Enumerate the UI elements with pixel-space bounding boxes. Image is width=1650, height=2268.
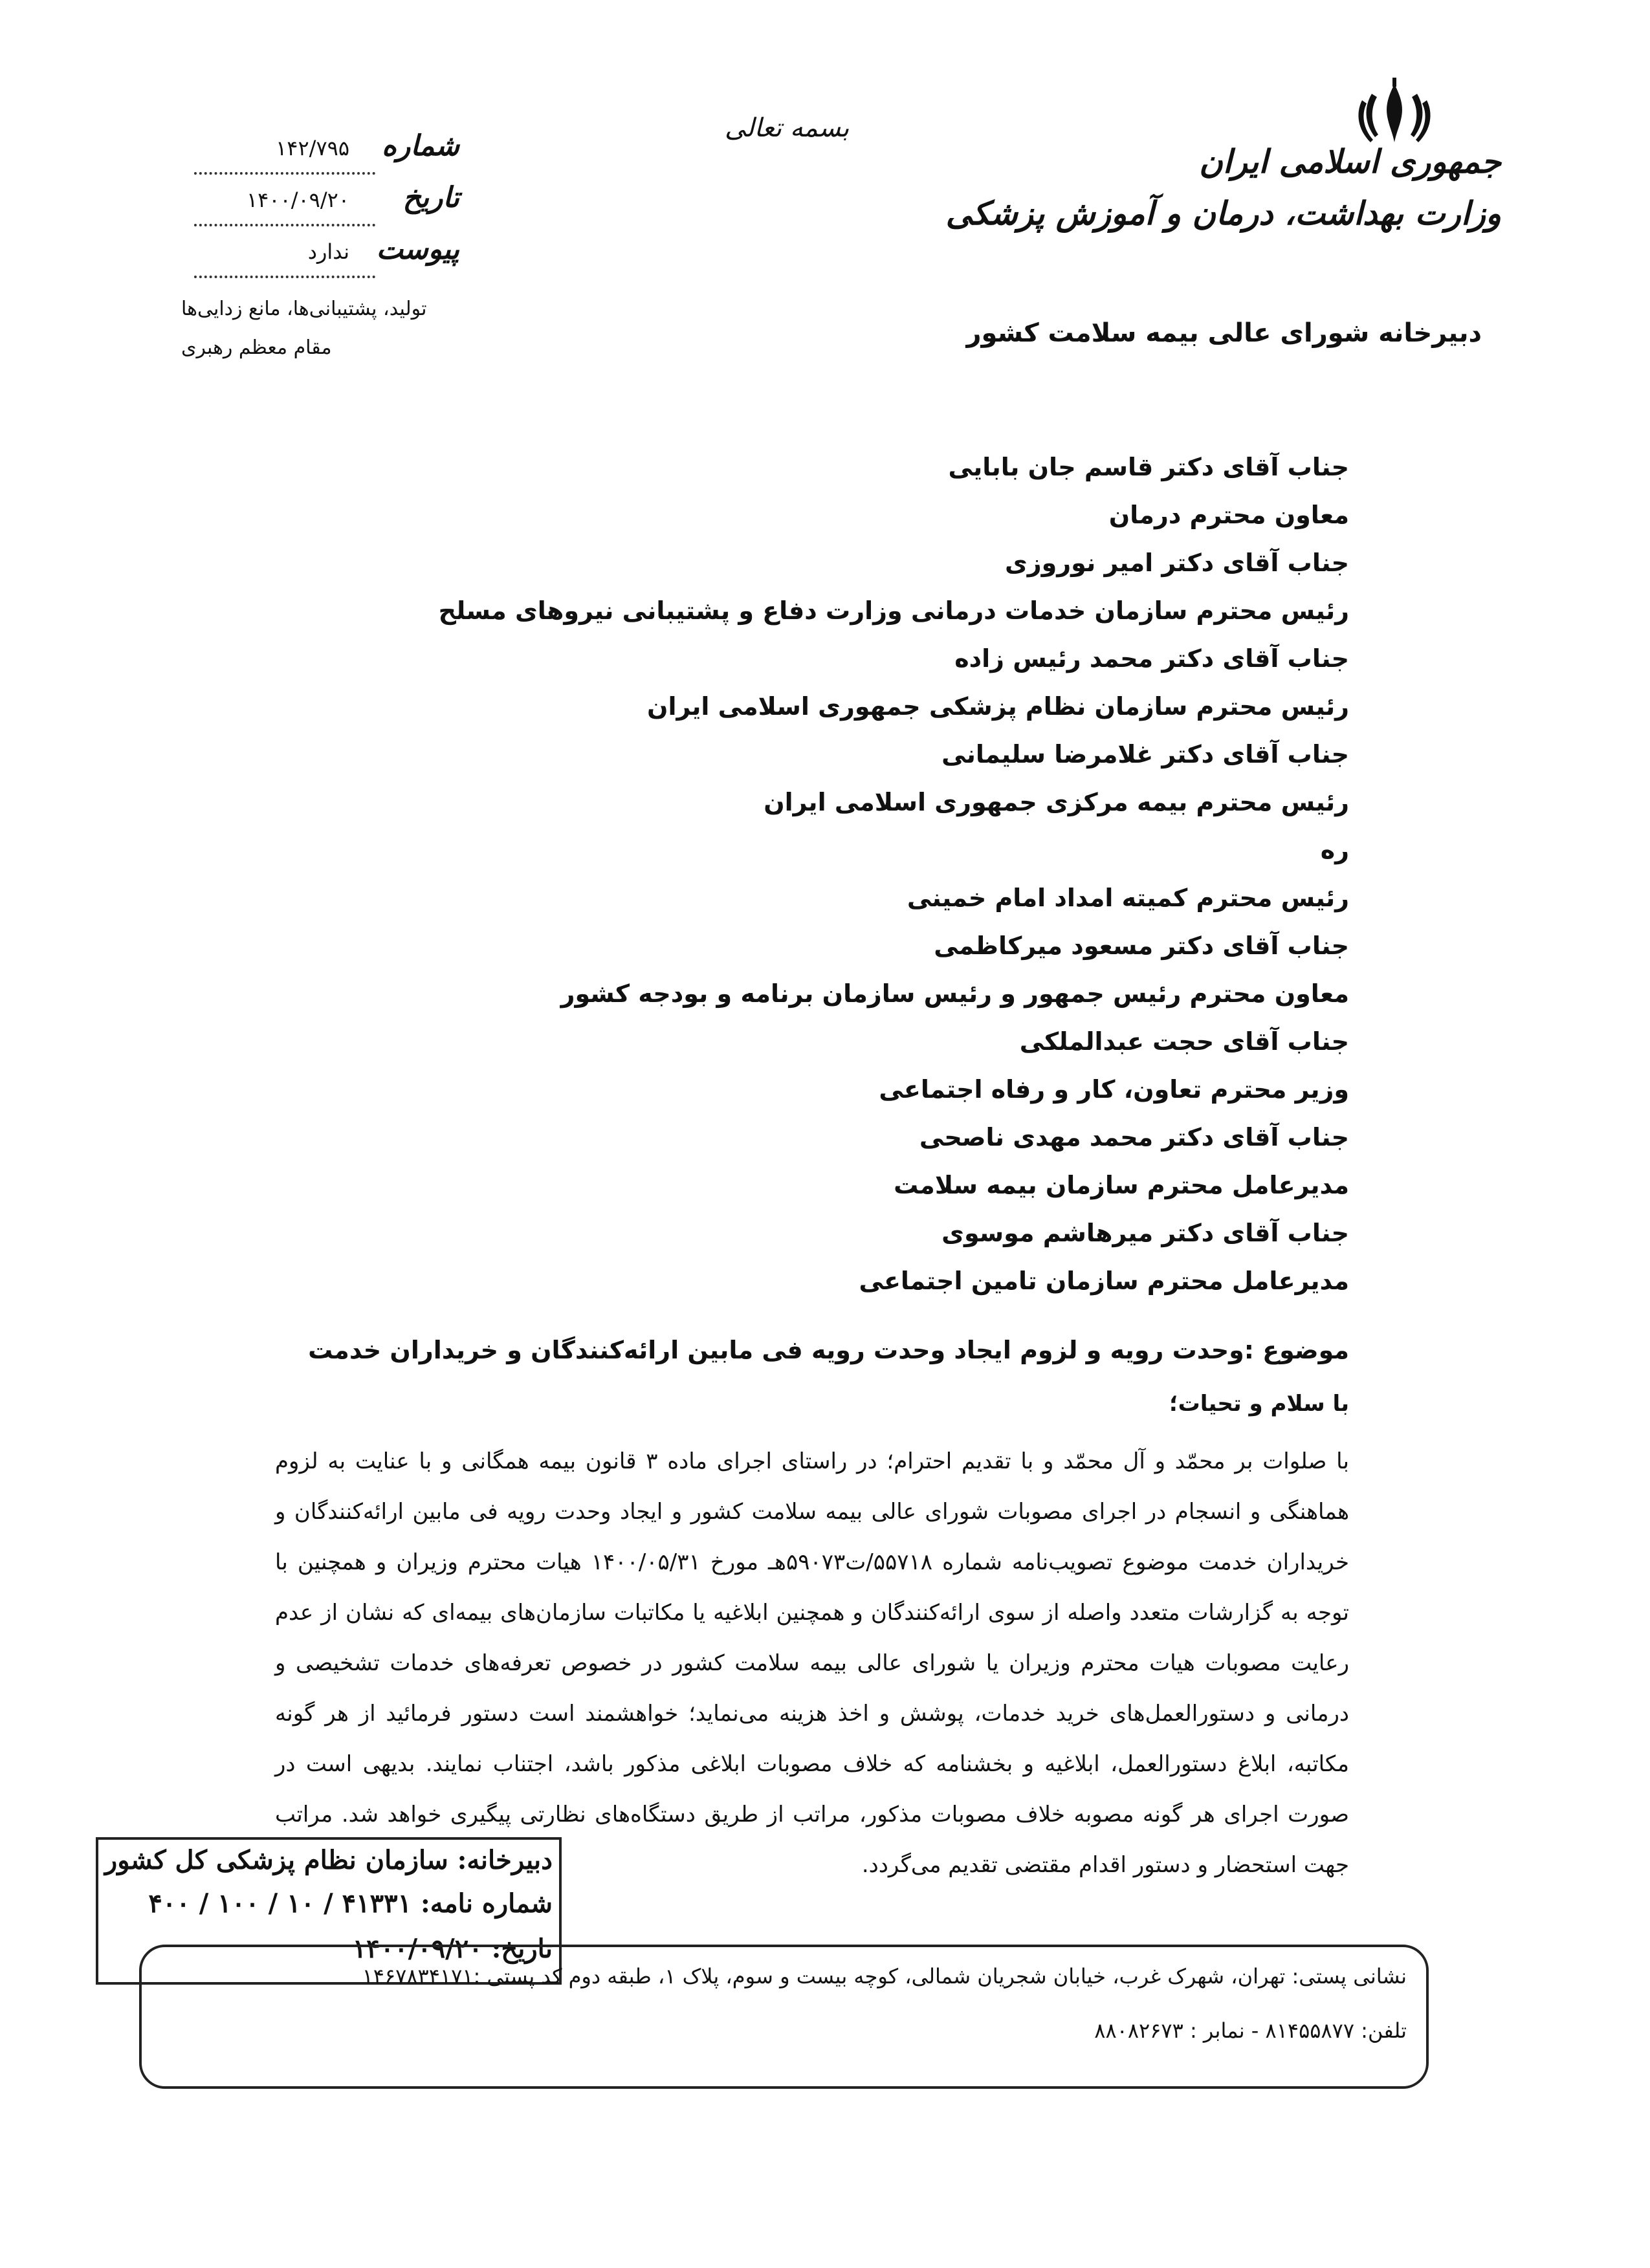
recipient-line: جناب آقای دکتر میرهاشم موسوی bbox=[941, 1219, 1349, 1247]
recipients-list bbox=[249, 443, 1349, 1305]
date-label: تاریخ bbox=[402, 181, 459, 214]
slogan-line-2: مقام معظم رهبری bbox=[181, 336, 332, 359]
invocation: بسمه تعالی bbox=[725, 113, 850, 143]
body-paragraph: با صلوات بر محمّد و آل محمّد و با تقدیم احترام؛ در راستای اجرای ماده ۳ قانون بیمه همگانی و با عنایت به لزوم هماهنگی و انسجام در اجرای مصوبات شورای عالی بیمه سلامت کشور و ایجاد وحدت رویه فی مابین ارائه‌کنندگان و خریداران خدمت موضوع تصویب‌نامه شماره ۵۵۷۱۸/ت۵۹۰۷۳هـ مورخ ۱۴۰۰/۰۵/۳۱ هیات محترم وزیران و همچنین با توجه به گزارشات متعدد واصله از سوی ارائه‌کنندگان و همچنین ابلاغیه یا مکاتبات سازمان‌های بیمه‌ای که نشان از عدم رعایت مصوبات هیات محترم وزیران یا شورای عالی بیمه سلامت کشور در خصوص تعرفه‌های خدمات تشخیصی و درمانی و دستورالعمل‌های خرید خدمات، پوشش و اخذ هزینه می‌نماید؛ خواهشمند است دستور فرمائید از هر گونه مکاتبه، ابلاغ دستورالعمل، ابلاغیه و بخشنامه که خلاف مصوبات ابلاغی مذکور باشد، اجتناب نمایند. بدیهی است در صورت اجرای هر گونه مصوبه خلاف مصوبات مذکور، مراتب از طریق دستگاه‌های نظارتی پیگیری خواهد شد. مراتب جهت استحضار و دستور اقدام مقتضی تقدیم می‌گردد. bbox=[275, 1448, 1349, 1878]
recipient-line: وزیر محترم تعاون، کار و رفاه اجتماعی bbox=[879, 1075, 1349, 1104]
attachment-value: ندارد bbox=[307, 239, 349, 264]
recipient-line: ره bbox=[1320, 836, 1349, 864]
ministry-line-1: جمهوری اسلامی ایران bbox=[1199, 142, 1501, 180]
stamp-secretariat: دبیرخانه: سازمان نظام پزشکی کل کشور bbox=[104, 1845, 553, 1875]
secretariat-title: دبیرخانه شورای عالی بیمه سلامت کشور bbox=[966, 318, 1482, 348]
recipient-line: معاون محترم درمان bbox=[1108, 501, 1349, 529]
ministry-line-2: وزارت بهداشت، درمان و آموزش پزشکی bbox=[945, 194, 1501, 232]
recipient-line: جناب آقای دکتر امیر نوروزی bbox=[1004, 549, 1349, 577]
footer-phone: تلفن: ۸۱۴۵۵۸۷۷ - نمابر : ۸۸۰۸۲۶۷۳ bbox=[1094, 2018, 1407, 2043]
recipient-line: جناب آقای حجت عبدالملکی bbox=[1019, 1027, 1349, 1056]
number-value: ۱۴۲/۷۹۵ bbox=[276, 136, 349, 160]
recipient-line: مدیرعامل محترم سازمان بیمه سلامت bbox=[894, 1171, 1349, 1199]
recipient-line: جناب آقای دکتر محمد مهدی ناصحی bbox=[919, 1123, 1349, 1151]
recipient-line: رئیس محترم سازمان خدمات درمانی وزارت دفاع و پشتیبانی نیروهای مسلح bbox=[438, 596, 1349, 625]
letter-body bbox=[275, 1436, 1349, 1890]
recipient-line: جناب آقای دکتر غلامرضا سلیمانی bbox=[941, 740, 1349, 769]
attachment-label: پیوست bbox=[376, 233, 459, 266]
number-row bbox=[181, 129, 459, 175]
attachment-row bbox=[181, 233, 459, 278]
slogan-line-1: تولید، پشتیبانی‌ها، مانع زدایی‌ها bbox=[181, 298, 427, 320]
number-label: شماره bbox=[381, 129, 459, 162]
recipient-line: معاون محترم رئیس جمهور و رئیس سازمان برنامه و بودجه کشور bbox=[560, 979, 1349, 1008]
iran-emblem-icon bbox=[1352, 78, 1436, 149]
recipient-line: مدیرعامل محترم سازمان تامین اجتماعی bbox=[859, 1267, 1349, 1295]
date-value: ۱۴۰۰/۰۹/۲۰ bbox=[246, 188, 349, 212]
greeting: با سلام و تحیات؛ bbox=[1169, 1391, 1349, 1417]
recipient-line: رئیس محترم سازمان نظام پزشکی جمهوری اسلامی ایران bbox=[647, 692, 1349, 721]
recipient-line: رئیس محترم کمیته امداد امام خمینی bbox=[907, 884, 1349, 912]
recipient-line: جناب آقای دکتر مسعود میرکاظمی bbox=[934, 932, 1349, 960]
date-row bbox=[181, 181, 459, 226]
stamp-letter-number: شماره نامه: ۴۱۳۳۱ / ۱۰ / ۱۰۰ / ۴۰۰ bbox=[148, 1888, 553, 1919]
letter-subject: موضوع :وحدت رویه و لزوم ایجاد وحدت رویه فی مابین ارائه‌کنندگان و خریداران خدمت bbox=[308, 1336, 1349, 1364]
recipient-line: جناب آقای دکتر محمد رئیس زاده bbox=[954, 644, 1349, 673]
footer-address: نشانی پستی: تهران، شهرک غرب، خیابان شجریان شمالی، کوچه بیست و سوم، پلاک ۱، طبقه دوم کد پستی :۱۴۶۷۸۳۴۱۷۱ bbox=[362, 1964, 1407, 1989]
recipient-line: رئیس محترم بیمه مرکزی جمهوری اسلامی ایران bbox=[764, 788, 1349, 816]
footer-contact-box bbox=[139, 1945, 1429, 2089]
recipient-line: جناب آقای دکتر قاسم جان بابایی bbox=[948, 453, 1349, 481]
stamp-date: تاریخ: ۱۴۰۰/۰۹/۲۰ bbox=[352, 1934, 553, 1964]
